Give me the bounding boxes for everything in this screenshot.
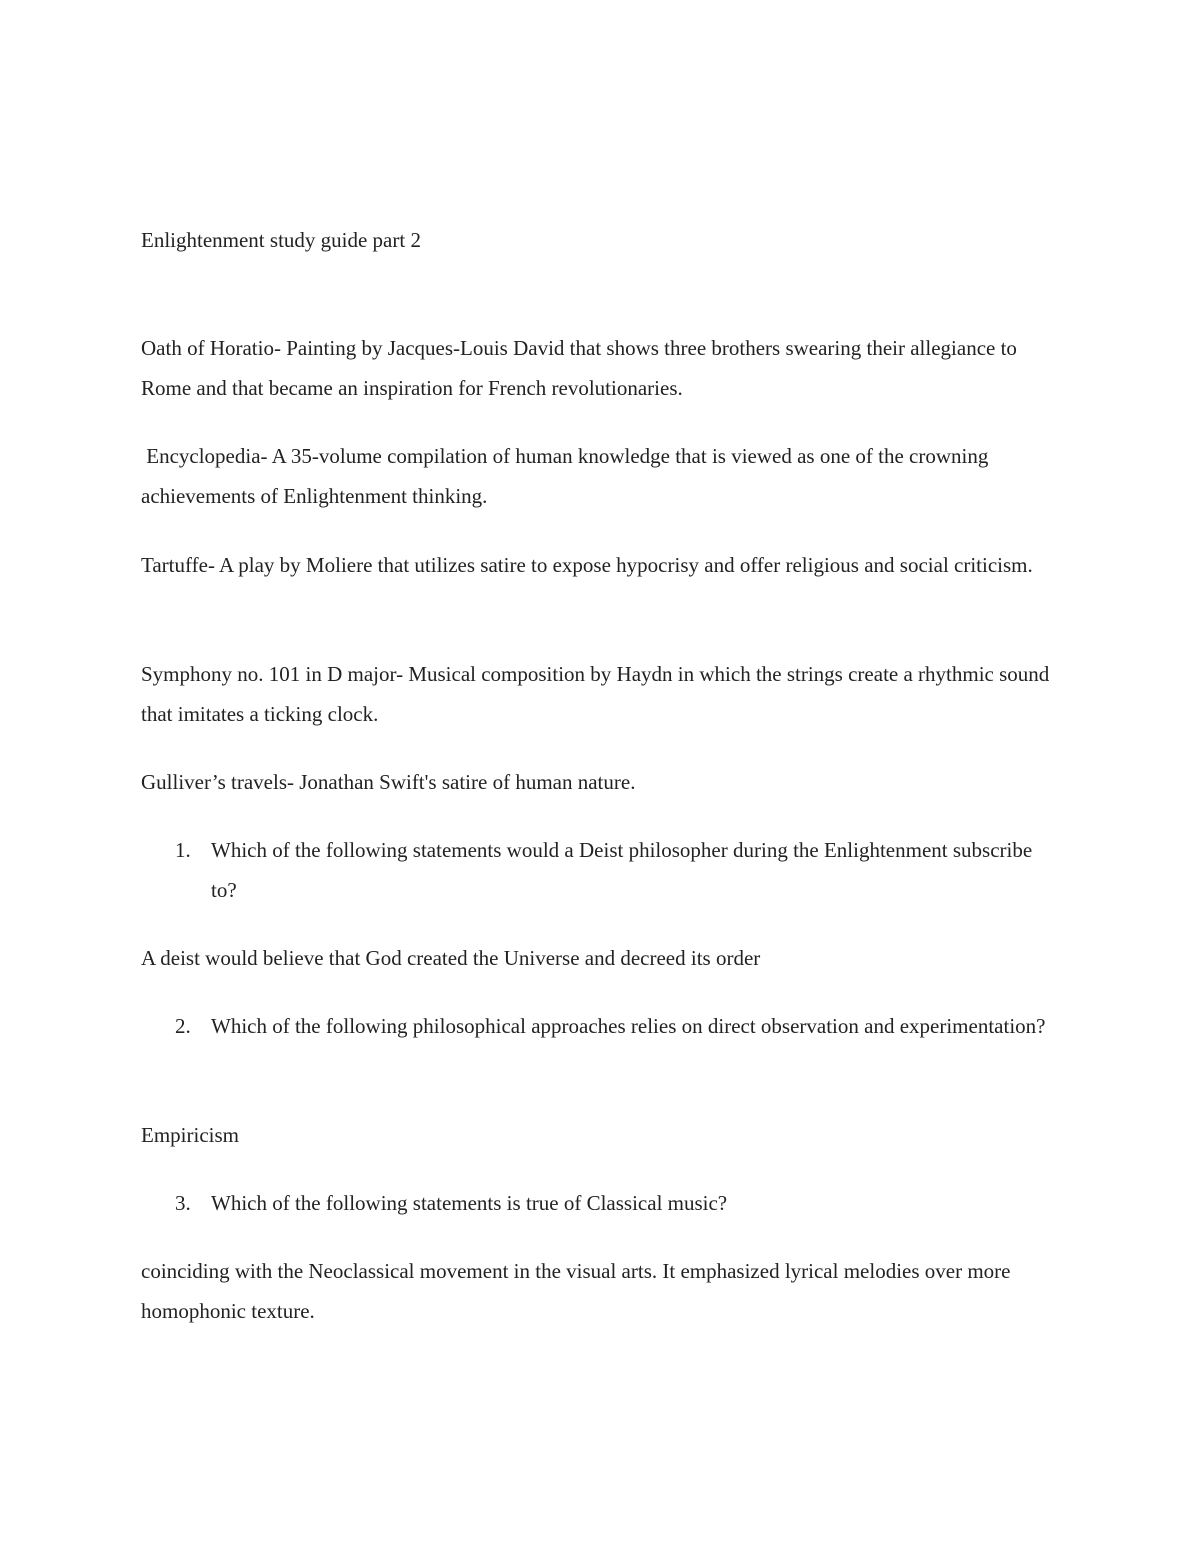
answer-3: coinciding with the Neoclassical movement in the visual arts. It emphasized lyrical melodies over more homophonic texture. bbox=[141, 1259, 1016, 1323]
term-encyclopedia: Encyclopedia- A 35-volume compilation of human knowledge that is viewed as one of the crowning achievements of Enlightenment thinking. bbox=[141, 444, 994, 508]
question-number: 3. bbox=[175, 1191, 191, 1215]
question-1 bbox=[141, 830, 1061, 910]
term-oath-of-horatio: Oath of Horatio- Painting by Jacques-Louis David that shows three brothers swearing their allegiance to Rome and that became an inspiration for French revolutionaries. bbox=[141, 336, 1023, 400]
term-symphony-101: Symphony no. 101 in D major- Musical composition by Haydn in which the strings create a rhythmic sound that imitates a ticking clock. bbox=[141, 662, 1055, 726]
question-number: 1. bbox=[175, 838, 191, 862]
answer-1: A deist would believe that God created the Universe and decreed its order bbox=[141, 946, 761, 970]
answer-2: Empiricism bbox=[141, 1123, 239, 1147]
term-gullivers-travels: Gulliver’s travels- Jonathan Swift's satire of human nature. bbox=[141, 770, 636, 794]
question-text: Which of the following philosophical approaches relies on direct observation and experimentation? bbox=[211, 1014, 1046, 1038]
question-3 bbox=[141, 1183, 1061, 1223]
document-title: Enlightenment study guide part 2 bbox=[141, 228, 421, 252]
question-2 bbox=[141, 1006, 1061, 1046]
question-text: Which of the following statements would a Deist philosopher during the Enlightenment subscribe to? bbox=[211, 838, 1033, 902]
question-text: Which of the following statements is true of Classical music? bbox=[211, 1191, 728, 1215]
term-tartuffe: Tartuffe- A play by Moliere that utilizes satire to expose hypocrisy and offer religious and social criticism. bbox=[141, 553, 1033, 577]
question-number: 2. bbox=[175, 1014, 191, 1038]
